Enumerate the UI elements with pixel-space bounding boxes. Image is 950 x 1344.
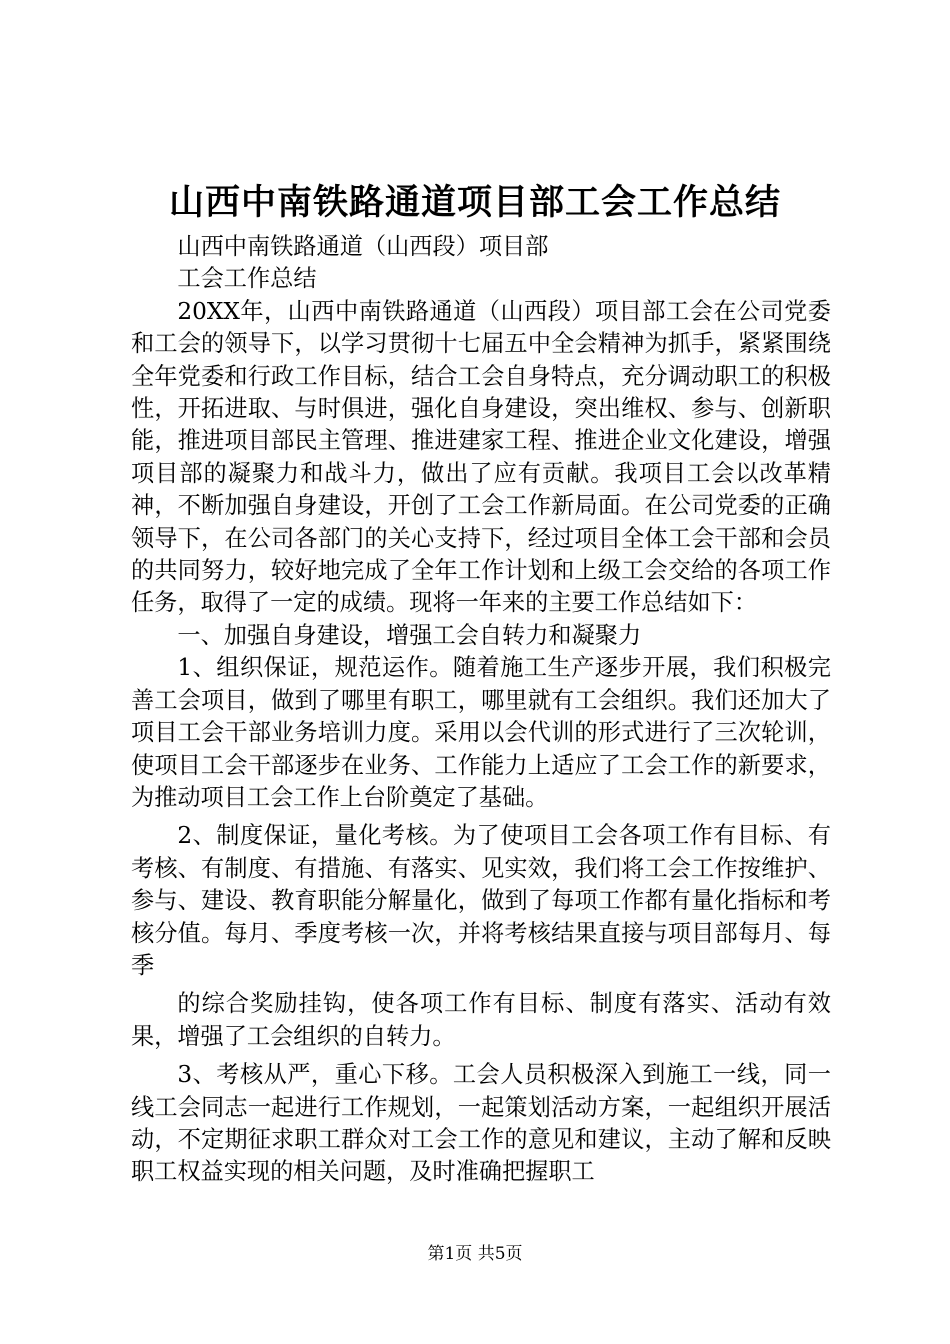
subtitle-report: 工会工作总结 — [177, 265, 317, 293]
section-heading-1: 一、加强自身建设，增强工会自转力和凝聚力 — [177, 621, 642, 649]
body-paragraph-2: 2、制度保证，量化考核。为了使项目工会各项工作有目标、有考核、有制度、有措施、有落实、见实效，我们将工会工作按维护、参与、建设、教育职能分解量化，做到了每项工作都有量化指标和考核分值。每月、季度考核一次，并将考核结果直接与项目部每月、每季 — [131, 822, 831, 979]
subtitle-unit: 山西中南铁路通道（山西段）项目部 — [177, 233, 549, 260]
document-title: 山西中南铁路通道项目部工会工作总结 — [168, 182, 781, 223]
body-paragraph-1: 1、组织保证，规范运作。随着施工生产逐步开展，我们积极完善工会项目，做到了哪里有职工，哪里就有工会组织。我们还加大了项目工会干部业务培训力度。采用以会代训的形式进行了三次轮训，使项目工会干部逐步在业务、工作能力上适应了工会工作的新要求，为推动项目工会工作上台阶奠定了基础。 — [131, 654, 831, 811]
page-number: 第1页 共5页 — [427, 1244, 523, 1264]
body-paragraph-2-continued: 的综合奖励挂钩，使各项工作有目标、制度有落实、活动有效果，增强了工会组织的自转力。 — [131, 990, 831, 1050]
document-body — [131, 231, 831, 1189]
body-paragraph-3: 3、考核从严，重心下移。工会人员积极深入到施工一线，同一线工会同志一起进行工作规划，一起策划活动方案，一起组织开展活动，不定期征求职工群众对工会工作的意见和建议，主动了解和反映职工权益实现的相关问题，及时准确把握职工 — [131, 1061, 831, 1186]
intro-paragraph: 20XX年，山西中南铁路通道（山西段）项目部工会在公司党委和工会的领导下，以学习贯彻十七届五中全会精神为抓手，紧紧围绕全年党委和行政工作目标，结合工会自身特点，充分调动职工的积极性，开拓进取、与时俱进，强化自身建设，突出维权、参与、创新职能，推进项目部民主管理、推进建家工程、推进企业文化建设，增强项目部的凝聚力和战斗力，做出了应有贡献。我项目工会以改革精神，不断加强自身建设，开创了工会工作新局面。在公司党委的正确领导下，在公司各部门的关心支持下，经过项目全体工会干部和会员的共同努力，较好地完成了全年工作计划和上级工会交给的各项工作任务，取得了一定的成绩。现将一年来的主要工作总结如下： — [131, 297, 831, 617]
